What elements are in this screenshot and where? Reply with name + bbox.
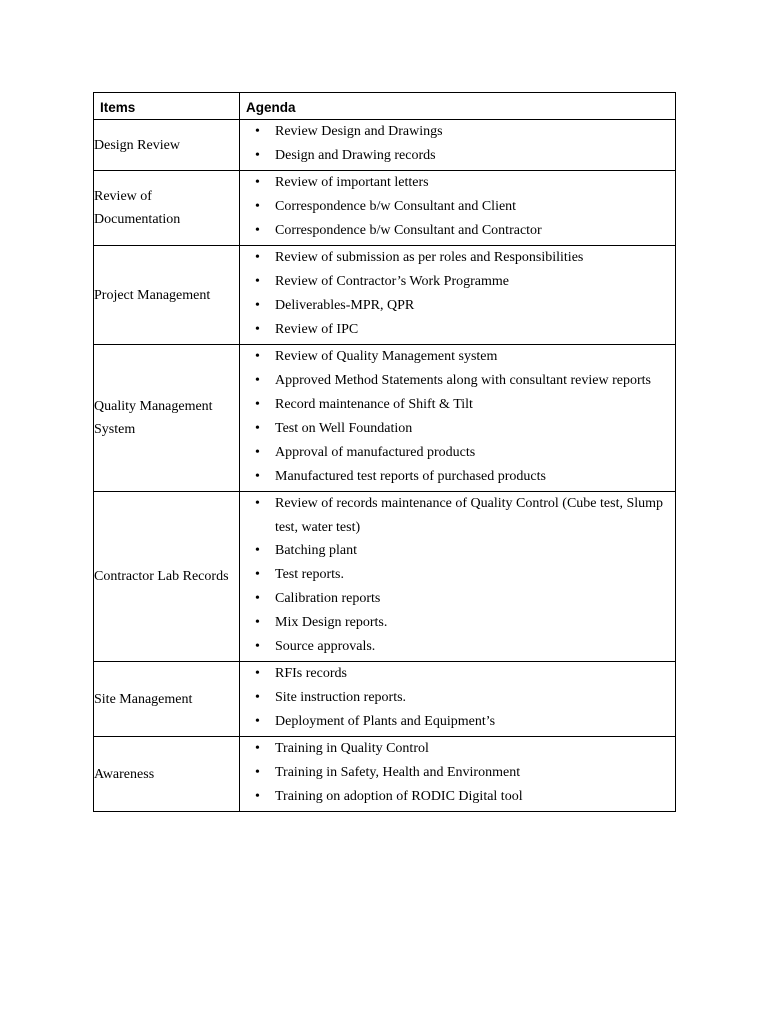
table-row <box>94 246 676 345</box>
agenda-list <box>240 492 675 661</box>
row-agenda-cell <box>240 246 676 345</box>
agenda-bullet-item: • Test reports. <box>240 563 669 587</box>
header-items-label: Items <box>100 99 136 115</box>
agenda-list <box>240 246 675 344</box>
agenda-bullet-item: • Record maintenance of Shift & Tilt <box>240 393 669 417</box>
agenda-bullet-item: • Batching plant <box>240 539 669 563</box>
agenda-bullet-item: • Design and Drawing records <box>240 144 669 168</box>
row-agenda-cell <box>240 120 676 171</box>
table-row <box>94 171 676 246</box>
agenda-bullet-item: • Review of IPC <box>240 318 669 342</box>
table-row <box>94 662 676 737</box>
agenda-bullet-item: • Deployment of Plants and Equipment’s <box>240 710 669 734</box>
agenda-bullet-item: • Review of Contractor’s Work Programme <box>240 270 669 294</box>
table-header <box>94 93 676 120</box>
agenda-bullet-item: • Mix Design reports. <box>240 611 669 635</box>
row-item-label: Contractor Lab Records <box>94 492 240 662</box>
header-agenda-label: Agenda <box>246 99 296 115</box>
agenda-bullet-item: • Training on adoption of RODIC Digital tool <box>240 785 669 809</box>
table-row <box>94 345 676 492</box>
agenda-list <box>240 737 675 811</box>
header-items <box>94 93 240 120</box>
agenda-bullet-item: • Correspondence b/w Consultant and Client <box>240 195 669 219</box>
agenda-bullet-item: • Approval of manufactured products <box>240 441 669 465</box>
agenda-bullet-item: • Training in Quality Control <box>240 737 669 761</box>
agenda-bullet-item: • Review of important letters <box>240 171 669 195</box>
row-item-label: Review of Documentation <box>94 171 240 246</box>
row-item-label: Design Review <box>94 120 240 171</box>
agenda-bullet-item: • Calibration reports <box>240 587 669 611</box>
agenda-bullet-item: • Manufactured test reports of purchased products <box>240 465 669 489</box>
agenda-bullet-item: • RFIs records <box>240 662 669 686</box>
table-row <box>94 737 676 812</box>
agenda-bullet-item: • Review of submission as per roles and Responsibilities <box>240 246 669 270</box>
agenda-bullet-item: • Deliverables-MPR, QPR <box>240 294 669 318</box>
agenda-table <box>93 92 676 812</box>
header-agenda <box>240 93 676 120</box>
agenda-bullet-item: • Site instruction reports. <box>240 686 669 710</box>
row-agenda-cell <box>240 171 676 246</box>
agenda-bullet-item: • Approved Method Statements along with consultant review reports <box>240 369 669 393</box>
row-item-label: Site Management <box>94 662 240 737</box>
row-agenda-cell <box>240 662 676 737</box>
row-item-label: Project Management <box>94 246 240 345</box>
table-row <box>94 492 676 662</box>
agenda-bullet-item: • Correspondence b/w Consultant and Contractor <box>240 219 669 243</box>
header-row <box>94 93 676 120</box>
row-agenda-cell <box>240 737 676 812</box>
row-agenda-cell <box>240 345 676 492</box>
agenda-bullet-item: • Training in Safety, Health and Environment <box>240 761 669 785</box>
row-agenda-cell <box>240 492 676 662</box>
agenda-list <box>240 120 675 170</box>
agenda-bullet-item: • Review of records maintenance of Quality Control (Cube test, Slump test, water test) <box>240 492 669 539</box>
row-item-label: Quality Management System <box>94 345 240 492</box>
agenda-bullet-item: • Review Design and Drawings <box>240 120 669 144</box>
agenda-list <box>240 662 675 736</box>
table-row <box>94 120 676 171</box>
agenda-bullet-item: • Source approvals. <box>240 635 669 659</box>
agenda-list <box>240 171 675 245</box>
agenda-bullet-item: • Test on Well Foundation <box>240 417 669 441</box>
row-item-label: Awareness <box>94 737 240 812</box>
agenda-bullet-item: • Review of Quality Management system <box>240 345 669 369</box>
agenda-list <box>240 345 675 491</box>
